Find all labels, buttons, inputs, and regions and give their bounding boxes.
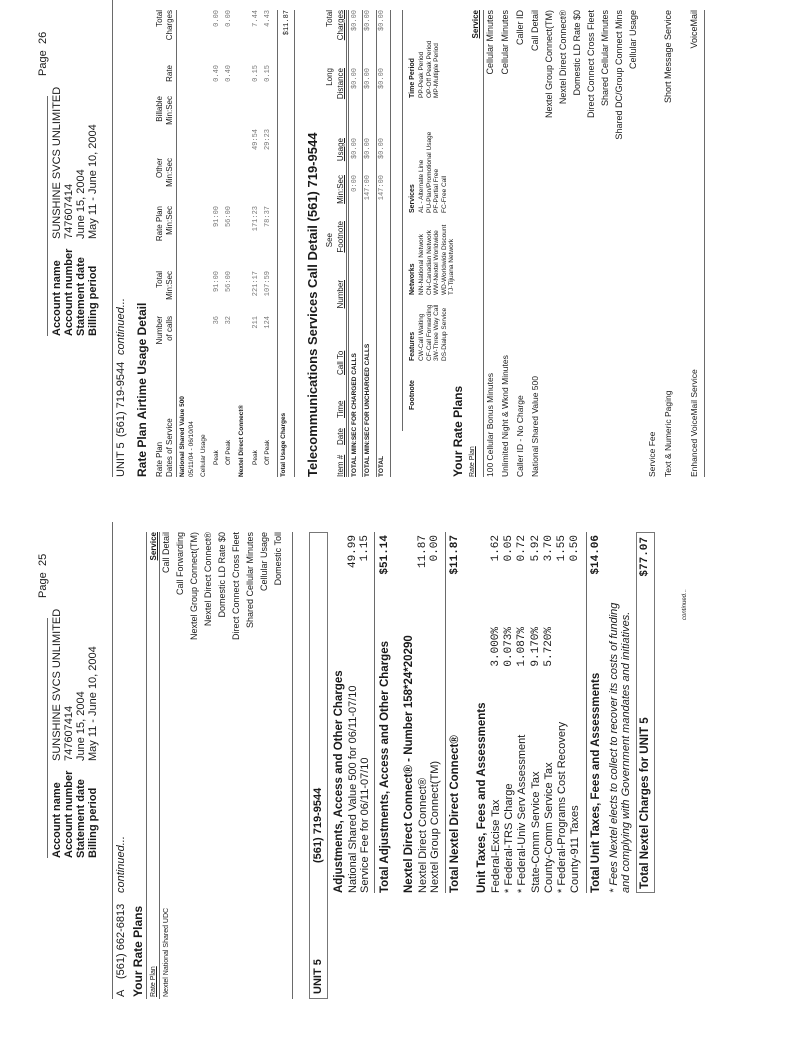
legend-item: PU-Plan/Promotional Usage [425,131,433,213]
direct-connect-label: Nextel Direct Connect® [417,777,429,893]
column-header-rate-plan-min: Rate Plan [155,206,164,242]
unit-phone: (561) 719-9544 [115,361,127,437]
tax-amount: 1.62 [490,535,502,562]
legend-item: OP-Off Peak Period [425,40,433,98]
legend-group-title: Time Period [409,58,416,98]
column-header-see: See [325,233,334,248]
column-header-calls: Number [155,316,164,345]
header-value: SUNSHINE SVCS UNLIMITED [51,608,63,761]
legend-item: AL - Alternate Line [418,159,425,213]
column-header-total: Total [325,10,334,27]
legend-item: DS-Dialup Service [440,307,448,361]
usage-cell-rate: 0.40 [213,65,221,82]
legend-item: CW-Call Waiting [418,313,425,361]
header-value: 747607414 [63,183,75,239]
service-item: Shared Cellular Minutes [600,10,610,107]
service-item: VoiceMail [689,10,699,49]
unit-banner [309,532,328,999]
legend-item: PP-Peak Period [418,51,425,98]
header-label: Statement date [75,779,87,858]
rate-plan-name: Unlimited Night & Wknd Minutes [500,355,510,477]
tax-label: County-Comm Service Tax [543,762,555,893]
divider [704,10,705,477]
rate-plan-name: Nextel National Shared UDC [163,907,170,997]
divider [47,618,48,858]
usage-cell-total: 56:00 [225,271,233,293]
unit-phone: (561) 719-9544 [312,787,324,863]
service-item: Caller ID [515,10,525,46]
legend-item: PF-Partial Free [433,168,440,213]
header-label: Account number [63,770,75,858]
call-total-label: TOTAL [378,455,385,477]
column-header-total: Min:Sec [165,271,174,300]
usage-total: $11.87 [283,10,291,36]
column-header-other: Other [155,158,164,179]
tax-rate: 9.170% [530,627,542,667]
section-title: Your Rate Plans [451,385,465,477]
grand-total-label: Total Nextel Charges for UNIT 5 [639,717,651,889]
column-header-min-sec: Min:Sec [336,175,345,204]
usage-cell-calls: 124 [264,316,272,329]
divider [176,10,177,477]
service-item: Direct Connect Cross Fleet [231,532,241,641]
adjustment-amount: 1.15 [359,535,371,562]
usage-row-label: Peak [252,450,259,465]
service-item: Shared DC/Group Connect Mins [614,10,624,140]
usage-cell-calls: 211 [252,316,260,329]
adjustments-title: Adjustments, Access and Other Charges [333,670,345,893]
divider [346,10,349,477]
direct-connect-total: $11.87 [449,535,461,575]
service-item: Cellular Usage [628,10,638,70]
tax-label: * Federal-Programs Cost Recovery [556,721,568,893]
column-header-date: Date [336,428,345,445]
column-header-time: Time [336,400,345,418]
continued-label: continued... [115,298,127,355]
usage-cell-charges: 7.44 [252,10,260,27]
legend-item: NN-National Network [418,233,425,295]
column-header-other: Min:Sec [165,158,174,187]
divider [277,10,278,477]
direct-connect-total-label: Total Nextel Direct Connect® [449,735,461,893]
continued-footer: continued... [682,588,688,620]
tax-label: State-Comm Service Tax [530,771,542,893]
service-item: Nextel Direct Connect® [203,532,213,627]
divider [445,532,446,893]
column-header-footnote: Footnote [336,221,345,253]
page-label: Page [37,50,49,76]
divider [112,522,113,999]
column-header-call-to: Call To [336,350,345,375]
column-header-number: Number [336,280,345,309]
header-label: Statement date [75,257,87,336]
legend-footnote-title: Footnote [409,380,416,410]
direct-connect-title: Nextel Direct Connect® - Number 158*24*20290 [403,635,415,893]
call-long-distance: $0.00 [351,68,359,90]
divider [376,10,377,477]
rate-plan-name: National Shared Value 500 [530,376,540,477]
usage-row-label: Cellular Usage [200,434,207,477]
section-title: Telecommunications Services Call Detail (561) 719-9544 [305,132,320,477]
divider [374,532,375,893]
divider [47,96,48,336]
divider [112,0,113,477]
service-item: Nextel Group Connect(TM) [544,10,554,119]
column-header-service: Service [149,532,158,561]
divider [294,10,295,477]
divider [159,532,160,999]
adjustments-total-label: Total Adjustments, Access and Other Charges [379,641,391,893]
usage-cell-charges: 0.00 [225,10,233,27]
legend-item: WD-Worldwide Discount [440,224,448,295]
service-item: Domestic LD Rate $0 [217,532,227,618]
statement-page-25 [0,522,809,1043]
divider [362,10,363,477]
page-label: Page [37,572,49,598]
rate-plan-name: Service Fee [647,431,657,477]
divider [146,532,147,999]
adjustment-amount: 49.99 [347,535,359,569]
divider [390,10,391,477]
adjustments-total: $51.14 [379,535,391,575]
tax-amount: 0.72 [516,535,528,562]
header-value: 747607414 [63,705,75,761]
rate-plan-name: Caller ID - No Charge [515,395,525,477]
usage-cell-rate: 0.15 [264,65,272,82]
service-item: Nextel Direct Connect® [558,10,568,105]
page-number: 25 [37,553,49,566]
tax-amount: 0.50 [569,535,581,562]
adjustment-label: Service Fee for 06/11-07/10 [359,757,371,893]
call-usage: $0.00 [351,138,359,160]
account-letter: A [115,989,127,997]
usage-row-label: National Shared Value 500 [179,396,186,477]
usage-total-label: Total Usage Charges [280,412,287,477]
rate-plan-name: Enhanced VoiceMail Service [689,369,699,477]
usage-cell-billable: 49:54 [252,129,260,151]
call-total-label: TOTAL MIN:SEC FOR UNCHARGED CALLS [364,343,371,477]
legend-item: CN-Canadian Network [425,229,433,295]
call-long-distance: $0.00 [378,68,386,90]
call-min-sec: 0:00 [351,175,359,192]
usage-row-label: Nextel Direct Connect® [238,404,245,477]
service-item: Call Detail [161,532,171,574]
call-min-sec: 147:00 [378,175,386,201]
tax-rate: 5.720% [543,627,555,667]
service-item: Nextel Group Connect(TM) [189,532,199,641]
legend-group-title: Services [409,184,416,213]
taxes-total: $14.06 [590,535,602,575]
continued-label: continued... [115,836,127,893]
direct-connect-amount: 0.00 [429,535,441,562]
call-usage: $0.00 [378,138,386,160]
call-total-label: TOTAL MIN:SEC FOR CHARGED CALLS [351,353,358,477]
divider [483,10,484,477]
taxes-total-label: Total Unit Taxes, Fees and Assessments [590,672,602,893]
header-value: June 15, 2004 [75,169,87,239]
column-header-billable: Min:Sec [165,96,174,125]
call-total: $0.00 [364,10,372,32]
header-label: Billing period [87,787,99,858]
divider [402,10,403,431]
usage-cell-total: 221:17 [252,271,260,297]
column-header-item: Item # [336,454,345,477]
tax-amount: 5.92 [530,535,542,562]
column-header-rate-plan: Rate Plan [155,441,164,477]
section-title: Your Rate Plans [131,905,145,997]
service-item: Call Detail [530,10,540,52]
usage-cell-rate: 0.40 [225,65,233,82]
header-label: Billing period [87,265,99,336]
section-title: Rate Plan Airtime Usage Detail [135,302,149,477]
usage-cell-calls: 36 [213,316,221,325]
column-header-rate-plan-min: Min:Sec [165,206,174,235]
column-header-long: Long [325,68,334,86]
legend-item: WW-Nextel Worldwide [433,230,440,295]
usage-cell-total: 107:59 [264,271,272,297]
column-header-usage: Usage [336,138,345,162]
header-value: May 11 - June 10, 2004 [87,124,99,239]
service-item: Domestic Toll [273,532,283,586]
taxes-title: Unit Taxes, Fees and Assessments [476,702,488,893]
statement-page-26 [0,0,809,521]
service-item: Cellular Usage [259,532,269,592]
legend-item: MP-Multiple Period [433,43,440,98]
column-header-charges: Charges [165,10,174,41]
grand-total-amount: $77.07 [639,537,651,577]
fee-note: and complying with Government mandates and initiatives. [620,611,632,893]
legend-item: TJ-Tijuana Network [448,238,455,295]
usage-row-label: Peak [213,450,220,465]
legend-item: 3W-Three Way Call [433,304,440,361]
rate-plan-name: Text & Numeric Paging [663,390,673,477]
tax-label: Federal-Excise Tax [490,799,502,893]
call-usage: $0.00 [364,138,372,160]
account-phone: (561) 662-6813 [115,903,127,979]
header-label: Account name [51,260,63,336]
column-header-total: Total [155,271,164,288]
column-header-billable: Billable [155,96,164,122]
usage-cell-rate-plan: 78:37 [264,206,272,228]
call-total: $0.00 [351,10,359,32]
tax-rate: 3.000% [490,627,502,667]
legend-item: CF-Call Forwarding [425,304,433,361]
column-header-dates: Dates of Service [165,418,174,477]
usage-cell-rate-plan: 171:23 [252,206,260,232]
call-total: $0.00 [378,10,386,32]
service-item: Cellular Minutes [500,10,510,75]
service-item: Cellular Minutes [485,10,495,75]
column-header-service: Service [471,10,480,39]
tax-rate: 1.087% [516,627,528,667]
service-item: Short Message Service [663,10,673,104]
service-item: Shared Cellular Minutes [245,532,255,629]
legend-item: FC-Free Call [440,175,448,213]
usage-cell-charges: 4.43 [264,10,272,27]
call-long-distance: $0.00 [364,68,372,90]
usage-cell-charges: 0.00 [213,10,221,27]
tax-amount: 0.05 [503,535,515,562]
tax-label: County-911 Taxes [569,805,581,893]
usage-row-label: Off Peak [264,439,271,465]
column-header-charges: Charges [336,10,345,41]
column-header-rate-plan: Rate Plan [150,966,157,997]
service-item: Call Forwarding [175,532,185,596]
tax-amount: 3.70 [543,535,555,562]
column-header-charges: Total [155,10,164,27]
usage-row-label: 05/11/04 - 06/10/04 [188,421,195,477]
usage-cell-rate: 0.15 [252,65,260,82]
legend-group-title: Networks [409,263,416,295]
direct-connect-label: Nextel Group Connect(TM) [429,760,441,893]
usage-cell-total: 91:00 [213,271,221,293]
usage-cell-calls: 32 [225,316,233,325]
header-label: Account name [51,782,63,858]
service-item: Domestic LD Rate $0 [572,10,582,96]
usage-cell-billable: 29:23 [264,129,272,151]
usage-cell-rate-plan: 91:00 [213,206,221,228]
column-header-distance: Distance [336,68,345,100]
usage-row-label: Off Peak [225,439,232,465]
unit-label: UNIT 5 [312,959,324,994]
column-header-calls: of calls [165,316,174,341]
header-value: May 11 - June 10, 2004 [87,646,99,761]
page-number: 26 [37,31,49,44]
header-label: Account number [63,248,75,336]
header-value: June 15, 2004 [75,691,87,761]
usage-cell-rate-plan: 56:00 [225,206,233,228]
rate-plan-name: 100 Cellular Bonus Minutes [485,373,495,477]
unit-label: UNIT 5 [115,442,127,477]
direct-connect-amount: 11.87 [417,535,429,569]
divider [292,532,293,999]
call-min-sec: 147:00 [364,175,372,201]
fee-note: * Fees Nextel elects to collect to recover its costs of funding [608,602,620,893]
adjustment-label: National Shared Value 500 for 06/11-07/10 [347,685,359,893]
tax-amount: 1.55 [556,535,568,562]
tax-label: * Federal-TRS Charge [503,783,515,893]
legend-group-title: Features [409,331,416,361]
tax-rate: 0.073% [503,627,515,667]
header-value: SUNSHINE SVCS UNLIMITED [51,86,63,239]
divider [586,532,587,893]
column-header-rate: Rate [165,65,174,82]
service-item: Direct Connect Cross Fleet [586,10,596,119]
tax-label: * Federal-Univ Serv Assessment [516,734,528,893]
column-header-rate-plan: Rate Plan [469,446,476,477]
